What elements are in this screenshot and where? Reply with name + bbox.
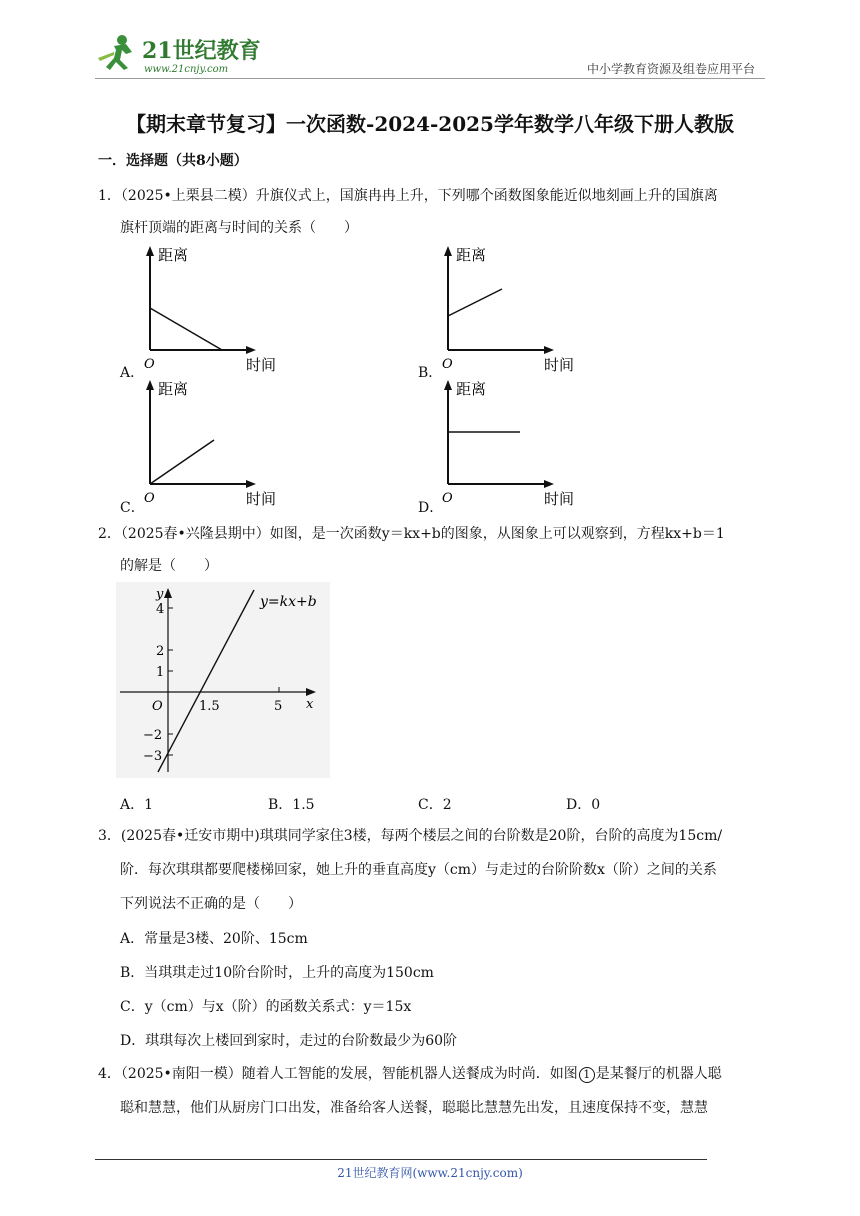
graph-d-xlabel: 时间 xyxy=(544,490,575,508)
graph-a-xlabel: 时间 xyxy=(246,356,277,374)
circled-one-icon: 1 xyxy=(579,1067,595,1083)
q4-stem-line1 xyxy=(98,1064,722,1084)
q2-option-d[interactable]: D．0 xyxy=(566,797,601,813)
header-divider xyxy=(95,78,765,79)
q2-ytick-4: 4 xyxy=(156,602,165,617)
q1-stem-line1: 1．（2025•上栗县二模）升旗仪式上，国旗冉冉上升，下列哪个函数图象能近似地刻画上升的国旗离 xyxy=(98,188,718,204)
logo-url: www.21cnjy.com xyxy=(144,64,229,75)
footer-link[interactable]: 21世纪教育网(www.21cnjy.com) xyxy=(337,1166,523,1180)
graph-b-ylabel: 距离 xyxy=(456,246,487,264)
q1-stem-line2: 旗杆顶端的距离与时间的关系（ ） xyxy=(120,220,358,236)
q1-graph-b xyxy=(436,244,586,376)
q1-option-c[interactable]: C． xyxy=(120,500,145,516)
graph-d-origin: O xyxy=(442,491,453,506)
q3-option-a[interactable]: A．常量是3楼、20阶、15cm xyxy=(120,931,308,947)
q1-option-a[interactable]: A． xyxy=(120,365,145,381)
q2-linear-graph xyxy=(116,582,330,778)
graph-a-origin: O xyxy=(144,357,155,372)
q3-option-c[interactable]: C．y（cm）与x（阶）的函数关系式：y＝15x xyxy=(120,999,412,1015)
q2-stem-line2: 的解是（ ） xyxy=(120,558,218,574)
q3-stem-line3: 下列说法不正确的是（ ） xyxy=(120,896,302,912)
footer-divider xyxy=(95,1159,707,1160)
q2-ytick-1: 1 xyxy=(156,665,165,680)
graph-b-origin: O xyxy=(442,357,453,372)
graph-b-xlabel: 时间 xyxy=(544,356,575,374)
q2-option-c[interactable]: C．2 xyxy=(418,797,452,813)
q1-graph-a xyxy=(138,244,288,376)
graph-d-ylabel: 距离 xyxy=(456,380,487,398)
q1-option-b[interactable]: B． xyxy=(418,365,443,381)
q2-ytick-neg2: −2 xyxy=(143,728,163,743)
q2-xtick-5: 5 xyxy=(274,699,283,714)
q4-stem-line2: 聪和慧慧，他们从厨房门口出发，准备给客人送餐，聪聪比慧慧先出发，且速度保持不变，慧慧 xyxy=(120,1100,708,1116)
graph-a-ylabel: 距离 xyxy=(158,246,189,264)
q2-x-axis-label: x xyxy=(306,697,314,712)
q3-stem-line1: 3．(2025春•迁安市期中)琪琪同学家住3楼，每两个楼层之间的台阶数是20阶，台阶的高度为15cm/ xyxy=(98,828,723,844)
q1-graph-d xyxy=(436,378,586,510)
q2-line-label: y=kx+b xyxy=(260,594,317,610)
q2-ytick-2: 2 xyxy=(156,644,165,659)
q2-ytick-neg3: −3 xyxy=(143,749,163,764)
q3-stem-line2: 阶．每次琪琪都要爬楼梯回家，她上升的垂直高度y（cm）与走过的台阶阶数x（阶）之间的关系 xyxy=(120,862,717,878)
runner-icon xyxy=(98,35,132,70)
section-heading: 一．选择题（共8小题） xyxy=(98,153,248,169)
q2-y-axis-label: y xyxy=(156,587,164,602)
q3-option-b[interactable]: B．当琪琪走过10阶台阶时，上升的高度为150cm xyxy=(120,965,434,981)
q4-stem-part1: 4．（2025•南阳一模）随着人工智能的发展，智能机器人送餐成为时尚．如图 xyxy=(98,1066,578,1082)
q1-option-d[interactable]: D． xyxy=(418,500,444,516)
q1-graph-c xyxy=(138,378,288,510)
q2-xtick-1-5: 1.5 xyxy=(199,699,220,714)
graph-c-ylabel: 距离 xyxy=(158,380,189,398)
q4-stem-part2: 是某餐厅的机器人聪 xyxy=(595,1066,722,1082)
page-title: 【期末章节复习】一次函数-2024-2025学年数学八年级下册人教版 xyxy=(126,112,734,136)
q2-option-a[interactable]: A．1 xyxy=(120,797,154,813)
platform-name: 中小学教育资源及组卷应用平台 xyxy=(586,62,755,76)
site-logo xyxy=(92,30,262,78)
q2-origin: O xyxy=(152,699,163,714)
graph-c-xlabel: 时间 xyxy=(246,490,277,508)
q2-stem-line1: 2．（2025春•兴隆县期中）如图，是一次函数y＝kx+b的图象，从图象上可以观察到，方程kx+b＝1 xyxy=(98,526,725,542)
logo-text: 21世纪教育 xyxy=(142,38,261,64)
q3-option-d[interactable]: D．琪琪每次上楼回到家时，走过的台阶数最少为60阶 xyxy=(120,1033,458,1049)
graph-c-origin: O xyxy=(144,491,155,506)
q2-option-b[interactable]: B．1.5 xyxy=(268,797,315,813)
